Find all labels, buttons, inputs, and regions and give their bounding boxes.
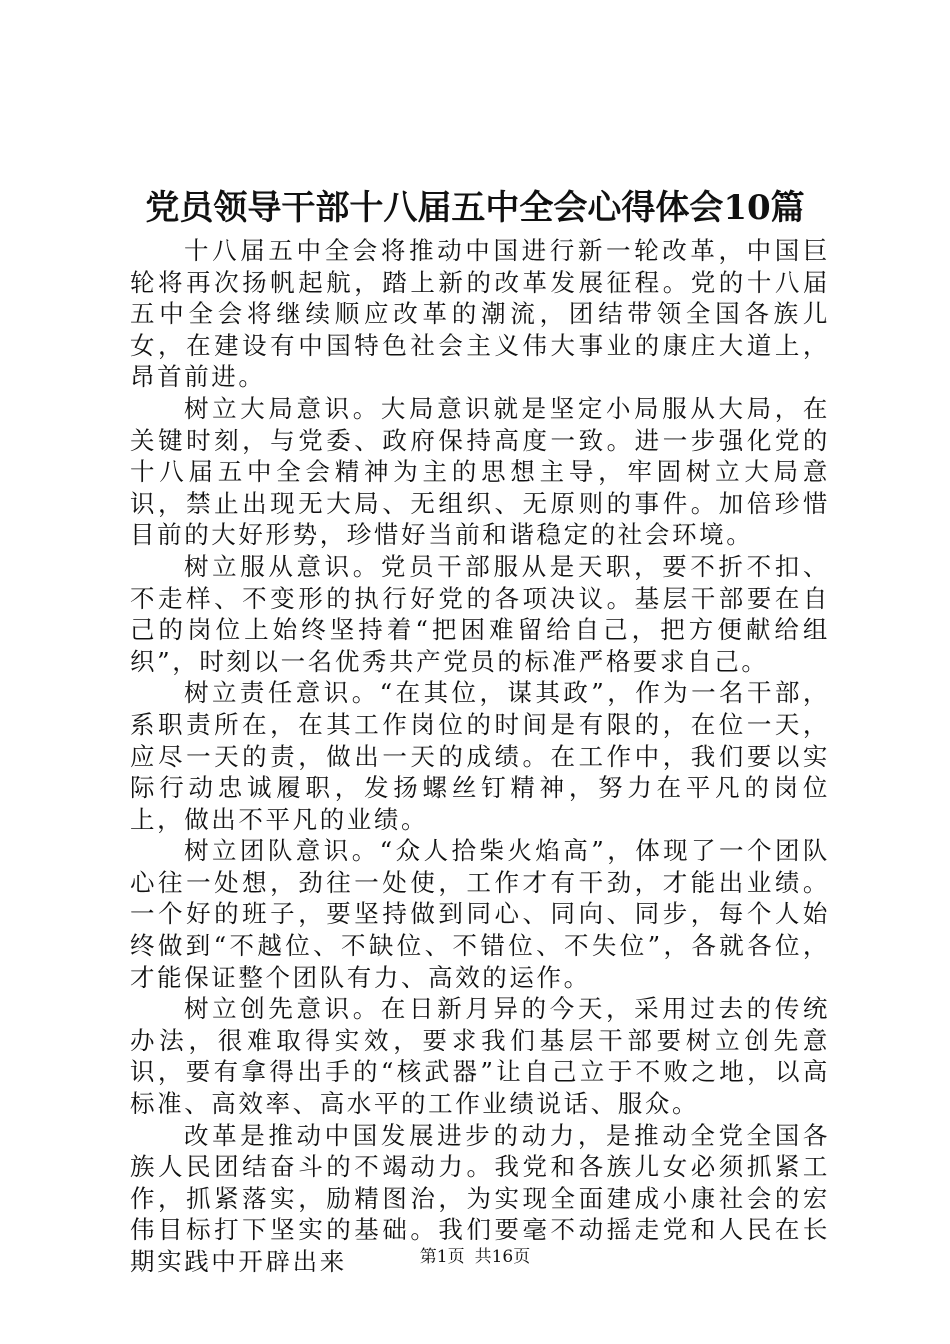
paragraph-responsibility-awareness: 树立责任意识。“在其位，谋其政”，作为一名干部，系职责所在，在其工作岗位的时间是有限的，在位一天，应尽一天的责，做出一天的成绩。在工作中，我们要以实际行动忠诚履职，发扬螺丝钉精神，努力在平凡的岗位上，做出不平凡的业绩。 (130, 678, 830, 834)
paragraph-team-awareness: 树立团队意识。“众人拾柴火焰高”，体现了一个团队心往一处想，劲往一处使，工作才有干劲，才能出业绩。一个好的班子，要坚持做到同心、同向、同步，每个人始终做到“不越位、不缺位、不错位、不失位”，各就各位，才能保证整个团队有力、高效的运作。 (130, 836, 830, 992)
paragraph-intro: 十八届五中全会将推动中国进行新一轮改革，中国巨轮将再次扬帆起航，踏上新的改革发展征程。党的十八届五中全会将继续顺应改革的潮流，团结带领全国各族儿女，在建设有中国特色社会主义伟大事业的康庄大道上，昂首前进。 (130, 236, 830, 392)
paragraph-reform: 改革是推动中国发展进步的动力，是推动全党全国各族人民团结奋斗的不竭动力。我党和各族儿女必须抓紧工作，抓紧落实，励精图治，为实现全面建成小康社会的宏伟目标打下坚实的基础。我们要毫不动摇走党和人民在长期实践中开辟出来 (130, 1120, 830, 1276)
paragraph-overall-awareness: 树立大局意识。大局意识就是坚定小局服从大局，在关键时刻，与党委、政府保持高度一致。进一步强化党的十八届五中全会精神为主的思想主导，牢固树立大局意识，禁止出现无大局、无组织、无原则的事件。加倍珍惜目前的大好形势，珍惜好当前和谐稳定的社会环境。 (130, 393, 830, 550)
document-body (130, 235, 830, 1278)
page-footer (0, 1246, 950, 1268)
paragraph-innovation-awareness: 树立创先意识。在日新月异的今天，采用过去的传统办法，很难取得实效，要求我们基层干部要树立创先意识，要有拿得出手的“核武器”让自己立于不败之地，以高标准、高效率、高水平的工作业绩说话、服众。 (130, 994, 830, 1119)
document-title: 党员领导干部十八届五中全会心得体会10篇 (145, 188, 805, 228)
paragraph-obedience-awareness: 树立服从意识。党员干部服从是天职，要不折不扣、不走样、不变形的执行好党的各项决议。基层干部要在自己的岗位上始终坚持着“把困难留给自己，把方便献给组织”，时刻以一名优秀共产党员的标准严格要求自己。 (130, 551, 830, 676)
total-pages: 共16页 (474, 1247, 531, 1267)
page-number: 第1页 (419, 1247, 465, 1267)
